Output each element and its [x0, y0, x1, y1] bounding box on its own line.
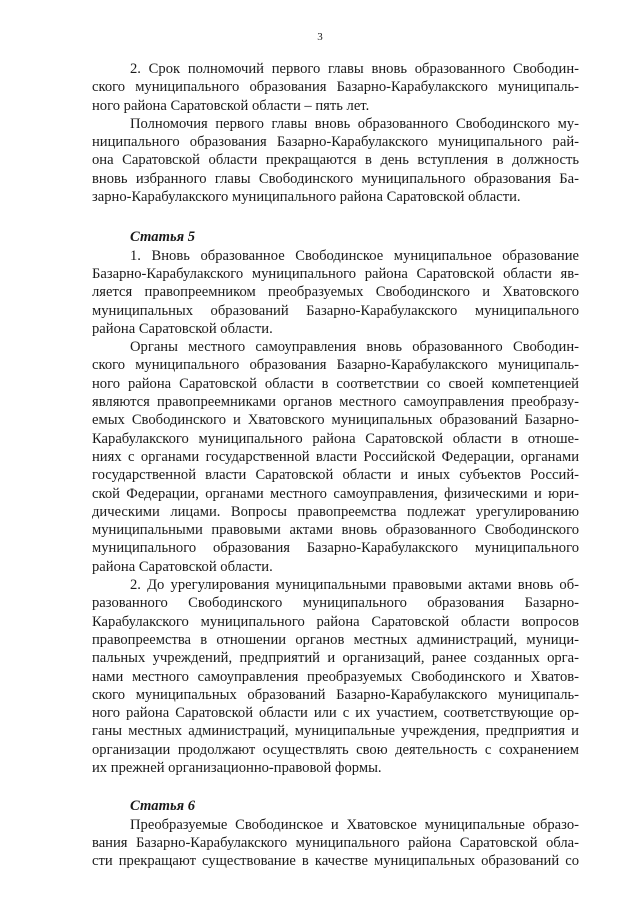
- text-line: Базарно-Карабулакского муниципального района Саратовской области яв-: [92, 265, 579, 282]
- text-line: вновь избранного главы Свободинского муниципального образования Ба-: [92, 170, 579, 187]
- text-line: государственной власти Саратовской области и иных субъектов Россий-: [92, 467, 579, 484]
- text-line: нами местного самоуправления преобразуемых Свободинского и Хватов-: [92, 668, 579, 685]
- text-line: вания Базарно-Карабулакского муниципального района Саратовской обла-: [92, 834, 579, 851]
- text-line: ниципального образования Базарно-Карабулакского муниципального рай-: [92, 134, 579, 151]
- text-line: ского муниципальных образований Базарно-Карабулакского муниципаль-: [92, 686, 579, 703]
- text-line: ганы местных администраций, муниципальные учреждения, предприятия и: [92, 723, 579, 740]
- section-gap: [92, 206, 579, 228]
- paragraph: [92, 816, 579, 871]
- text-line: муниципальными правовыми актами вновь образованного Свободинского: [92, 522, 579, 539]
- text-line: Полномочия первого главы вновь образованного Свободинского му-: [130, 115, 579, 132]
- text-line: сти прекращают существование в качестве муниципальных образований со: [92, 853, 579, 870]
- text-line: 2. Срок полномочий первого главы вновь образованного Свободин-: [130, 61, 579, 77]
- text-line: района Саратовской области.: [92, 558, 273, 575]
- paragraph: [92, 247, 579, 338]
- text-line: муниципального образования Базарно-Карабулакского муниципального: [92, 540, 579, 557]
- text-line: ного района Саратовской области – пять лет.: [92, 97, 370, 114]
- text-line: их прежней организационно-правовой формы.: [92, 759, 382, 776]
- text-line: являются правопреемниками органов местного самоуправления преобразу-: [92, 394, 579, 411]
- text-line: зарно-Карабулакского муниципального района Саратовской области.: [92, 189, 521, 206]
- text-line: правопреемства в отношении органов местных администраций, муници-: [92, 631, 579, 648]
- paragraph: [92, 338, 579, 576]
- paragraph: [92, 60, 579, 115]
- text-line: Карабулакского муниципального района Саратовской области вопросов: [92, 613, 579, 630]
- text-line: емых Свободинского и Хватовского муниципальных образований Базарно-: [92, 412, 579, 429]
- paragraph: [92, 115, 579, 206]
- text-line: она Саратовской области прекращаются в день вступления в должность: [92, 152, 579, 169]
- text-line: 1. Вновь образованное Свободинское муниципальное образование: [130, 247, 579, 264]
- paragraph: [92, 576, 579, 777]
- text-line: пальных учреждений, предприятий и организаций, ранее созданных орга-: [92, 650, 579, 667]
- document-body: [92, 60, 579, 870]
- text-line: разованного Свободинского муниципального образования Базарно-: [92, 595, 579, 612]
- text-line: ниях с органами государственной власти Российской Федерации, органами: [92, 448, 579, 465]
- text-line: муниципальных образований Базарно-Карабулакского муниципального: [92, 302, 579, 319]
- text-line: района Саратовской области.: [92, 320, 273, 337]
- page-number: 3: [317, 31, 323, 43]
- article-heading: Статья 5: [130, 229, 196, 246]
- text-line: организации продолжают осуществлять свою деятельность с сохранением: [92, 741, 579, 758]
- article-heading: Статья 6: [130, 798, 196, 815]
- text-line: Органы местного самоуправления вновь образованного Свободин-: [130, 339, 579, 356]
- text-line: ского муниципального образования Базарно-Карабулакского муниципаль-: [92, 79, 579, 96]
- text-line: Карабулакского муниципального района Саратовской области в отноше-: [92, 430, 579, 447]
- text-line: ляется правопреемником преобразуемых Свободинского и Хватовского: [92, 284, 579, 301]
- section-gap: [92, 777, 579, 797]
- text-line: Преобразуемые Свободинское и Хватовское муниципальные образо-: [130, 816, 579, 833]
- text-line: ской Федерации, органами местного самоуправления, физическими и юри-: [92, 485, 579, 502]
- text-line: 2. До урегулирования муниципальными правовыми актами вновь об-: [130, 577, 579, 594]
- text-line: дическими лицами. Вопросы правопреемства подлежат урегулированию: [92, 503, 579, 520]
- text-line: ского муниципального образования Базарно-Карабулакского муниципаль-: [92, 357, 579, 374]
- text-line: ного района Саратовской области или с их участием, соответствующие ор-: [92, 705, 579, 722]
- text-line: ного района Саратовской области в соответствии со своей компетенцией: [92, 375, 579, 392]
